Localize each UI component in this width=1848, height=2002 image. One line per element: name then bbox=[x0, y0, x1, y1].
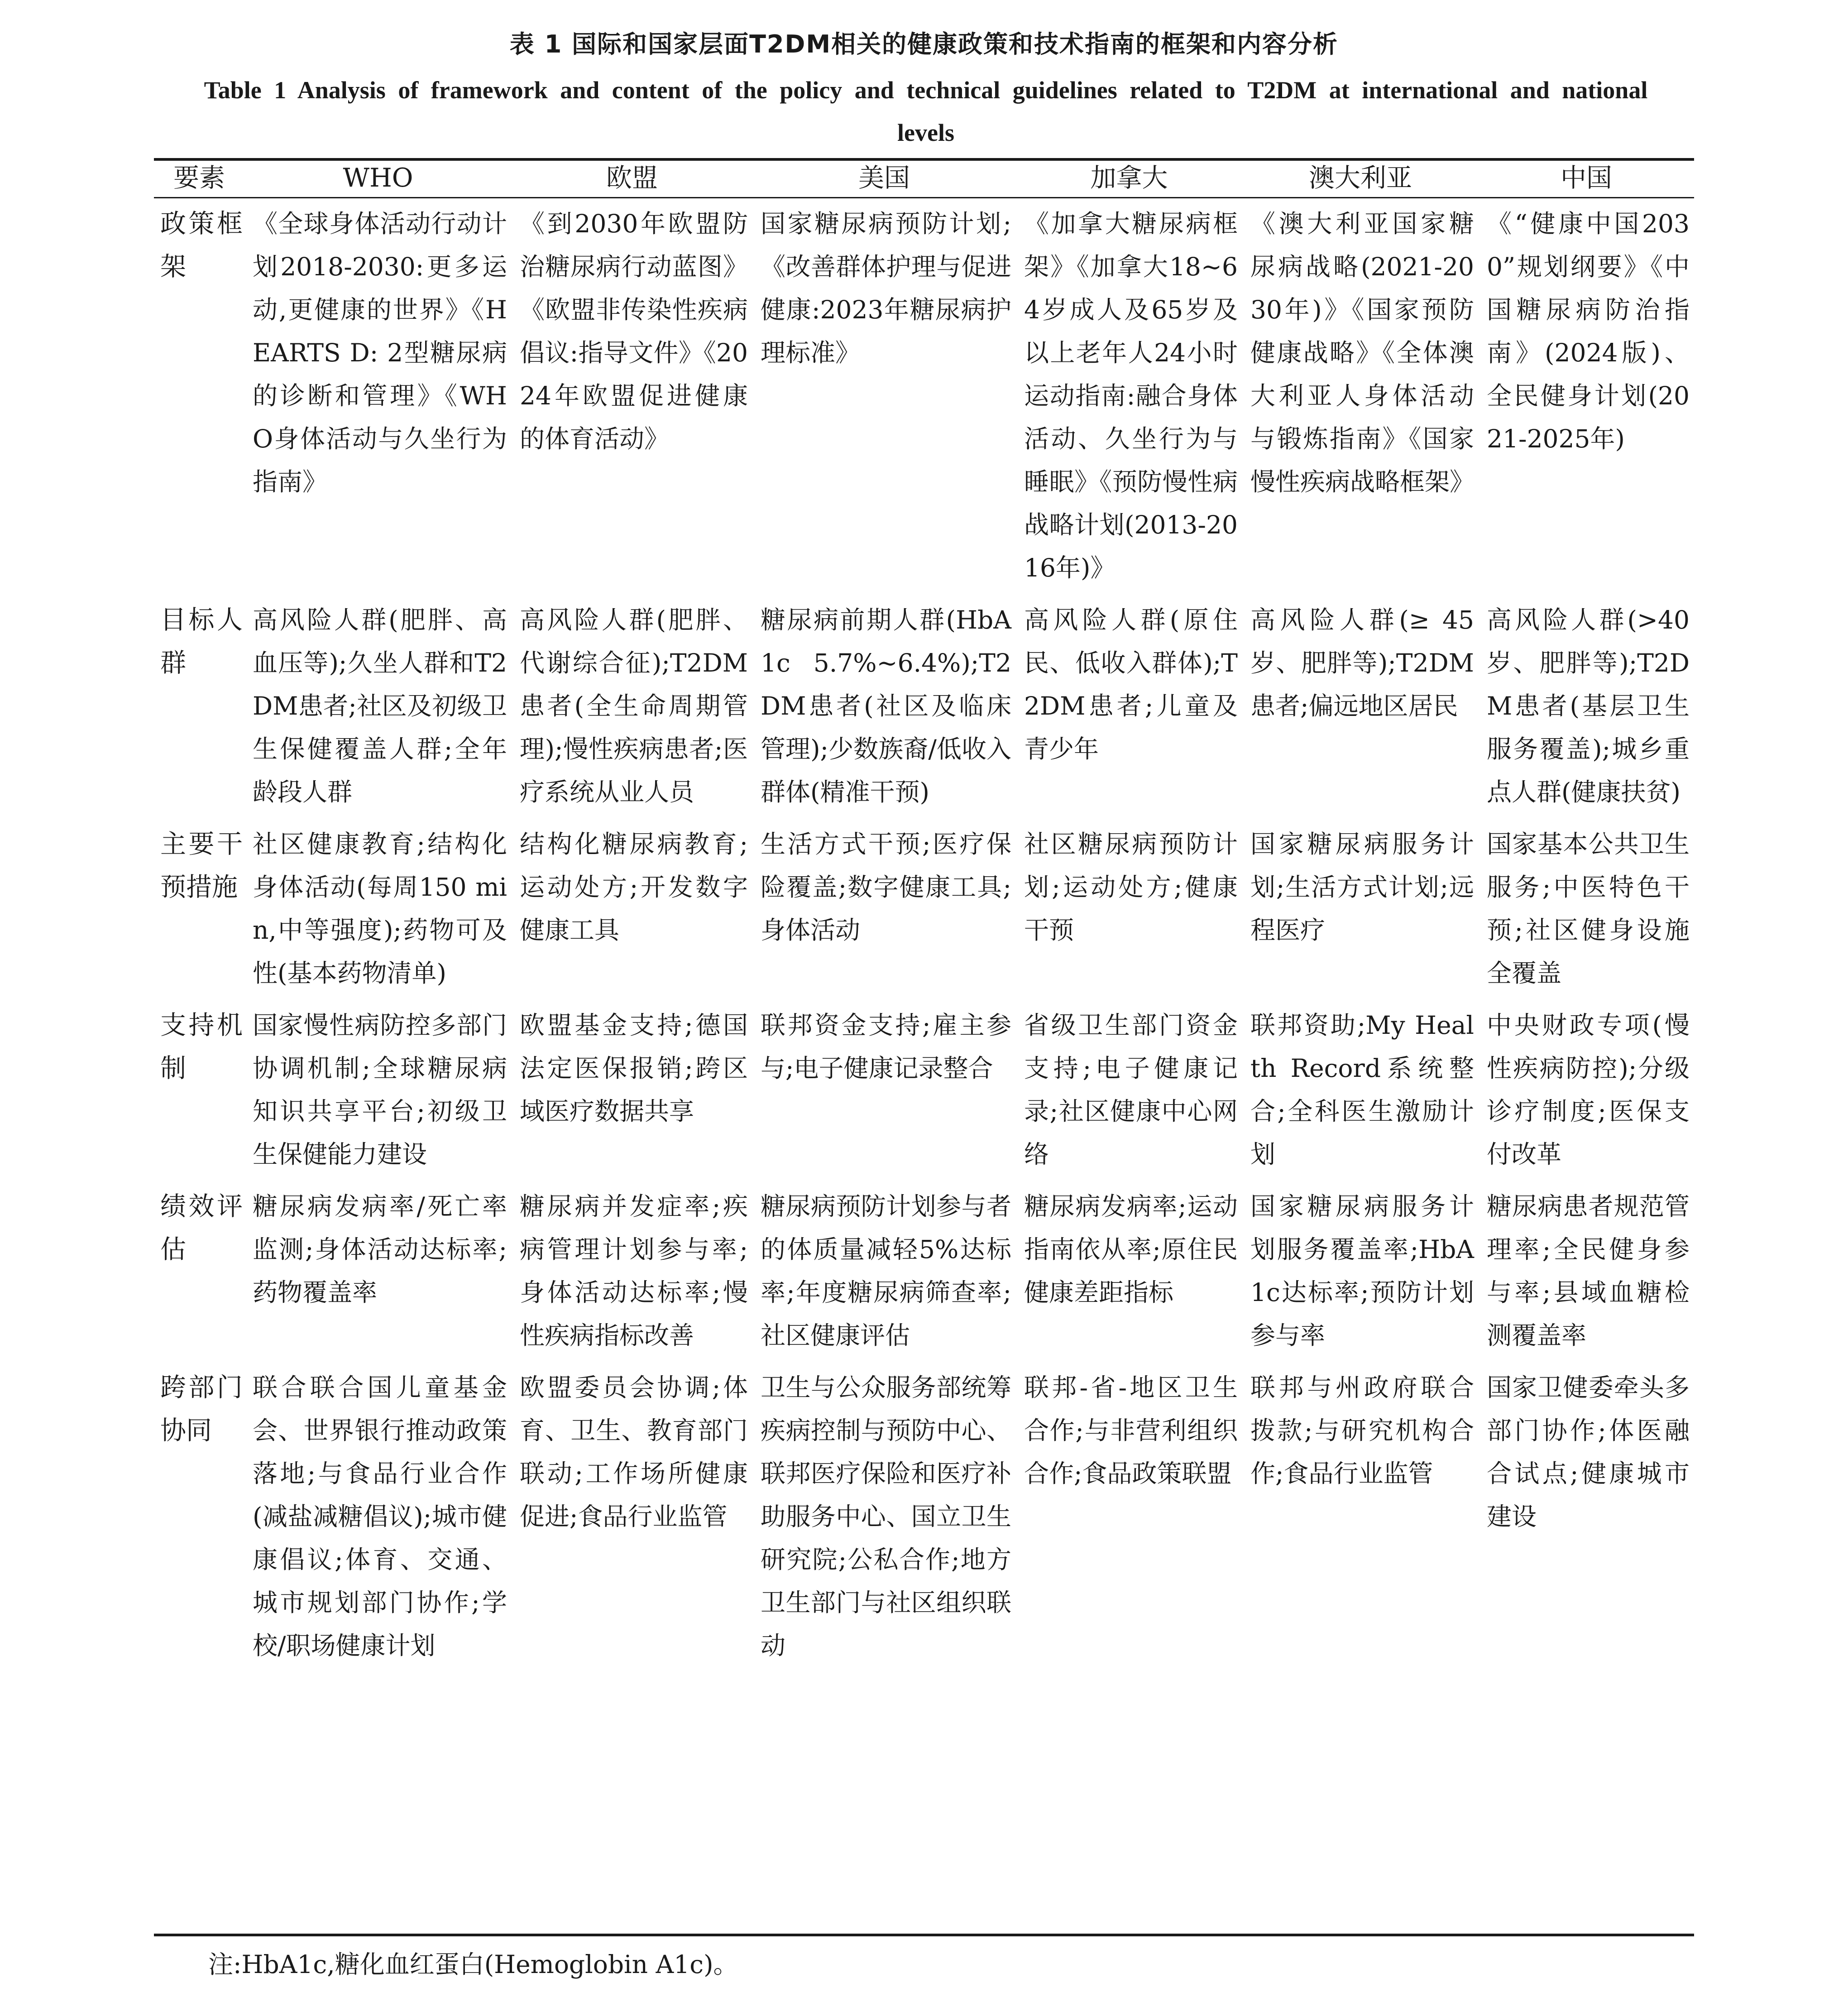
cell-china: 中央财政专项(慢性疾病防控);分级诊疗制度;医保支付改革 bbox=[1487, 1011, 1690, 1169]
header-element: 要素 bbox=[173, 163, 225, 193]
cell-who: 联合联合国儿童基金会、世界银行推动政策落地;与食品行业合作(减盐减糖倡议);城市健康倡议;体育、交通、城市规划部门协作;学校/职场健康计划 bbox=[253, 1373, 507, 1660]
cell-usa: 联邦资金支持;雇主参与;电子健康记录整合 bbox=[761, 1011, 1011, 1083]
row-target-population bbox=[154, 590, 1694, 814]
row-main-interventions bbox=[154, 814, 1694, 995]
cell-china: 国家卫健委牵头多部门协作;体医融合试点;健康城市建设 bbox=[1487, 1373, 1690, 1531]
row-policy-framework bbox=[154, 197, 1694, 590]
header-row bbox=[154, 159, 1694, 197]
header-canada: 加拿大 bbox=[1090, 163, 1168, 193]
cell-usa: 卫生与公众服务部统筹疾病控制与预防中心、联邦医疗保险和医疗补助服务中心、国立卫生研究院;公私合作;地方卫生部门与社区组织联动 bbox=[761, 1373, 1011, 1660]
cell-canada: 《加拿大糖尿病框架》《加拿大18~64岁成人及65岁及以上老年人24小时运动指南:融合身体活动、久坐行为与睡眠》《预防慢性病战略计划(2013-2016年)》 bbox=[1024, 209, 1238, 582]
cell-eu: 高风险人群(肥胖、代谢综合征);T2DM患者(全生命周期管理);慢性疾病患者;医疗系统从业人员 bbox=[520, 605, 748, 807]
cell-eu: 《到2030年欧盟防治糖尿病行动蓝图》《欧盟非传染性疾病倡议:指导文件》《2024年欧盟促进健康的体育活动》 bbox=[520, 209, 748, 453]
cell-china: 《“健康中国2030”规划纲要》《中国糖尿病防治指南》(2024版)、全民健身计划(2021-2025年) bbox=[1487, 209, 1690, 453]
row-label: 主要干预措施 bbox=[160, 829, 243, 902]
row-label: 绩效评估 bbox=[160, 1191, 243, 1264]
table-title-chinese: 表 1 国际和国家层面T2DM相关的健康政策和技术指南的框架和内容分析 bbox=[509, 30, 1339, 58]
cell-canada: 社区糖尿病预防计划;运动处方;健康干预 bbox=[1024, 830, 1238, 945]
row-performance-evaluation bbox=[154, 1176, 1694, 1357]
row-label: 目标人群 bbox=[160, 605, 243, 678]
cell-eu: 结构化糖尿病教育;运动处方;开发数字健康工具 bbox=[520, 830, 748, 945]
row-label: 政策框架 bbox=[160, 209, 243, 282]
table-bottom-rule bbox=[154, 1934, 1694, 1936]
cell-usa: 国家糖尿病预防计划;《改善群体护理与促进健康:2023年糖尿病护理标准》 bbox=[761, 209, 1011, 367]
cell-who: 高风险人群(肥胖、高血压等);久坐人群和T2DM患者;社区及初级卫生保健覆盖人群;全年龄段人群 bbox=[253, 605, 507, 807]
policy-comparison-table bbox=[154, 159, 1694, 1667]
cell-who: 社区健康教育;结构化身体活动(每周150 min,中等强度);药物可及性(基本药物清单) bbox=[253, 830, 507, 988]
table-title-english: Table 1 Analysis of framework and content of the policy and technical guidelines related to T2DM at international and national levels bbox=[204, 77, 1648, 146]
header-eu: 欧盟 bbox=[606, 163, 658, 193]
cell-australia: 高风险人群(≥ 45岁、肥胖等);T2DM患者;偏远地区居民 bbox=[1250, 605, 1474, 720]
row-label: 支持机制 bbox=[160, 1010, 243, 1083]
cell-who: 糖尿病发病率/死亡率监测;身体活动达标率;药物覆盖率 bbox=[253, 1192, 507, 1307]
header-china: 中国 bbox=[1561, 163, 1612, 193]
cell-canada: 省级卫生部门资金支持;电子健康记录;社区健康中心网络 bbox=[1024, 1011, 1238, 1169]
cell-eu: 欧盟委员会协调;体育、卫生、教育部门联动;工作场所健康促进;食品行业监管 bbox=[520, 1373, 748, 1531]
cell-who: 《全球身体活动行动计划2018-2030:更多运动,更健康的世界》《HEARTS D: 2型糖尿病的诊断和管理》《WHO身体活动与久坐行为指南》 bbox=[253, 209, 507, 496]
cell-australia: 国家糖尿病服务计划;生活方式计划;远程医疗 bbox=[1250, 830, 1474, 945]
cell-eu: 欧盟基金支持;德国法定医保报销;跨区域医疗数据共享 bbox=[520, 1011, 748, 1126]
cell-australia: 国家糖尿病服务计划服务覆盖率;HbA1c达标率;预防计划参与率 bbox=[1250, 1192, 1474, 1350]
cell-usa: 糖尿病预防计划参与者的体质量减轻5%达标率;年度糖尿病筛查率;社区健康评估 bbox=[761, 1192, 1011, 1350]
row-cross-sector-collaboration bbox=[154, 1357, 1694, 1667]
cell-australia: 《澳大利亚国家糖尿病战略(2021-2030年)》《国家预防健康战略》《全体澳大利亚人身体活动与锻炼指南》《国家慢性疾病战略框架》 bbox=[1250, 209, 1475, 496]
cell-china: 国家基本公共卫生服务;中医特色干预;社区健身设施全覆盖 bbox=[1487, 830, 1690, 988]
cell-eu: 糖尿病并发症率;疾病管理计划参与率;身体活动达标率;慢性疾病指标改善 bbox=[520, 1192, 748, 1350]
cell-canada: 联邦-省-地区卫生合作;与非营利组织合作;食品政策联盟 bbox=[1024, 1373, 1238, 1488]
cell-canada: 糖尿病发病率;运动指南依从率;原住民健康差距指标 bbox=[1024, 1192, 1238, 1307]
table-footnote: 注:HbA1c,糖化血红蛋白(Hemoglobin A1c)。 bbox=[208, 1950, 738, 1979]
header-australia: 澳大利亚 bbox=[1309, 163, 1412, 193]
cell-australia: 联邦资助;My Health Record系统整合;全科医生激励计划 bbox=[1250, 1011, 1474, 1169]
cell-usa: 生活方式干预;医疗保险覆盖;数字健康工具;身体活动 bbox=[761, 830, 1011, 945]
cell-china: 糖尿病患者规范管理率;全民健身参与率;县域血糖检测覆盖率 bbox=[1487, 1192, 1690, 1350]
header-usa: 美国 bbox=[858, 163, 910, 193]
cell-usa: 糖尿病前期人群(HbA1c 5.7%~6.4%);T2DM患者(社区及临床管理);少数族裔/低收入群体(精准干预) bbox=[761, 605, 1011, 807]
row-support-mechanism bbox=[154, 995, 1694, 1176]
cell-australia: 联邦与州政府联合拨款;与研究机构合作;食品行业监管 bbox=[1250, 1373, 1474, 1488]
row-label: 跨部门协同 bbox=[160, 1373, 243, 1445]
cell-china: 高风险人群(>40岁、肥胖等);T2DM患者(基层卫生服务覆盖);城乡重点人群(健康扶贫) bbox=[1487, 605, 1690, 807]
cell-who: 国家慢性病防控多部门协调机制;全球糖尿病知识共享平台;初级卫生保健能力建设 bbox=[253, 1011, 507, 1169]
cell-canada: 高风险人群(原住民、低收入群体);T2DM患者;儿童及青少年 bbox=[1024, 605, 1238, 763]
header-who: WHO bbox=[343, 163, 413, 193]
